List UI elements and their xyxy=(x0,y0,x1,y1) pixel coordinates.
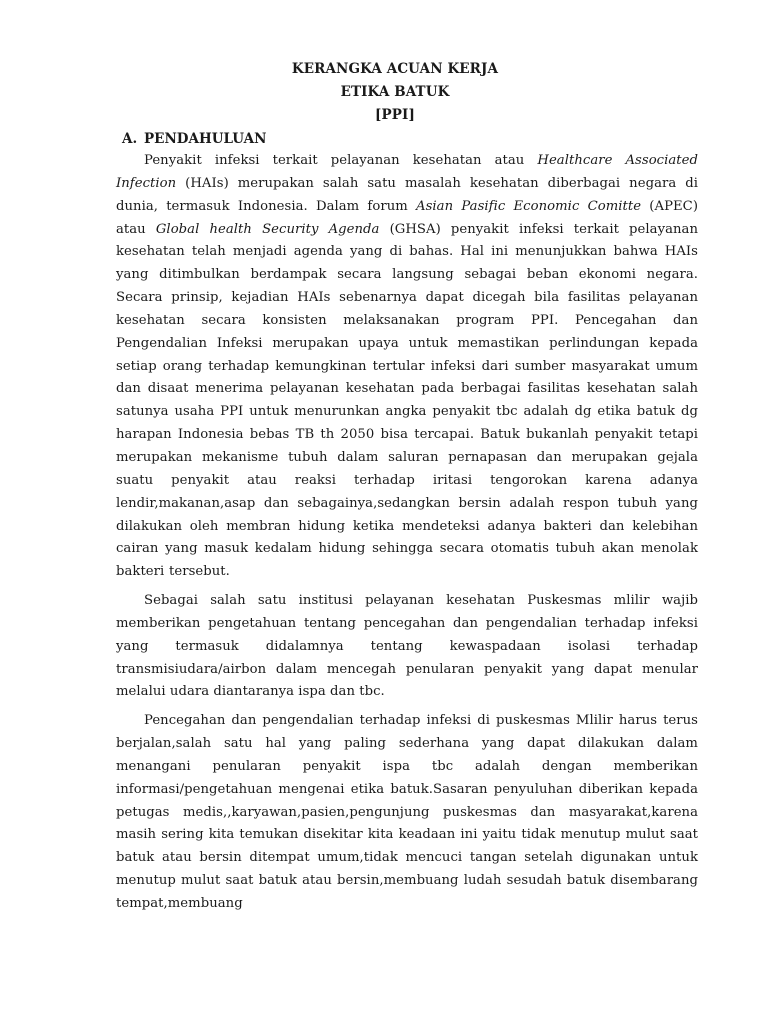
document-title xyxy=(0,58,768,127)
paragraph-1-italic-c: Global health Security Agenda xyxy=(155,221,380,237)
paragraph-1 xyxy=(116,150,698,584)
title-line-3: [PPI] xyxy=(375,107,415,123)
section-number: A. xyxy=(122,131,138,147)
paragraph-1-text-a: Penyakit infeksi terkait pelayanan kesehatan atau xyxy=(144,153,538,168)
section-heading-text: PENDAHULUAN xyxy=(144,131,267,147)
paragraph-1-text-d: (GHSA) penyakit infeksi terkait pelayanan kesehatan telah menjadi agenda yang di bahas. Hal ini menunjukkan bahwa HAIs yang ditimbulkan berdampak secara langsung sebagai beban ekonomi negara. Secara prinsip, kejadian HAIs sebenarnya dapat dicegah bila fasilitas pelayanan kesehatan secara konsisten melaksanakan program PPI. Pencegahan dan Pengendalian Infeksi merupakan upaya untuk memastikan perlindungan kepada setiap orang terhadap kemungkinan tertular infeksi dari sumber masyarakat umum dan disaat menerima pelayanan kesehatan pada berbagai fasilitas kesehatan salah satunya usaha PPI untuk menurunkan angka penyakit tbc adalah dg etika batuk dg harapan Indonesia bebas TB th 2050 bisa tercapai. Batuk bukanlah penyakit tetapi merupakan mekanisme tubuh dalam saluran pernapasan dan merupakan gejala suatu penyakit atau reaksi terhadap iritasi tengorokan karena adanya lendir,makanan,asap dan sebagainya,sedangkan bersin adalah respon tubuh yang dilakukan oleh membran hidung ketika mendeteksi adanya bakteri dan kelebihan cairan yang masuk kedalam hidung sehingga secara otomatis tubuh akan menolak bakteri tersebut. xyxy=(116,221,698,580)
paragraph-3: Pencegahan dan pengendalian terhadap infeksi di puskesmas Mlilir harus terus berjalan,salah satu hal yang paling sederhana yang dapat dilakukan dalam menangani penularan penyakit ispa tbc adalah dengan memberikan informasi/pengetahuan mengenai etika batuk.Sasaran penyuluhan diberikan kepada petugas medis,,karyawan,pasien,pengunjung puskesmas dan masyarakat,karena masih sering kita temukan disekitar kita keadaan ini yaitu tidak menutup mulut saat batuk atau bersin ditempat umum,tidak mencuci tangan setelah digunakan untuk menutup mulut saat batuk atau bersin,membuang ludah sesudah batuk disembarang tempat,membuang xyxy=(116,713,698,911)
paragraph-1-text-c: (APEC) atau xyxy=(116,198,699,237)
paragraph-1-italic-a: Healthcare Associated Infection xyxy=(116,153,698,191)
paragraph-2: Sebagai salah satu institusi pelayanan kesehatan Puskesmas mlilir wajib memberikan pengetahuan tentang pencegahan dan pengendalian terhadap infeksi yang termasuk didalamnya tentang kewaspadaan isolasi terhadap transmisiudara/airbon dalam mencegah penularan penyakit yang dapat menular melalui udara diantaranya ispa dan tbc. xyxy=(116,593,698,700)
title-line-2: ETIKA BATUK xyxy=(340,84,450,100)
paragraph-1-text-b: (HAIs) merupakan salah satu masalah kesehatan diberbagai negara di dunia, termasuk Indonesia. Dalam forum xyxy=(116,175,698,214)
section-heading xyxy=(122,128,266,150)
document-body xyxy=(116,150,698,916)
title-line-1: KERANGKA ACUAN KERJA xyxy=(291,61,499,77)
paragraph-1-italic-b: Asian Pasific Economic Comitte xyxy=(416,198,642,214)
